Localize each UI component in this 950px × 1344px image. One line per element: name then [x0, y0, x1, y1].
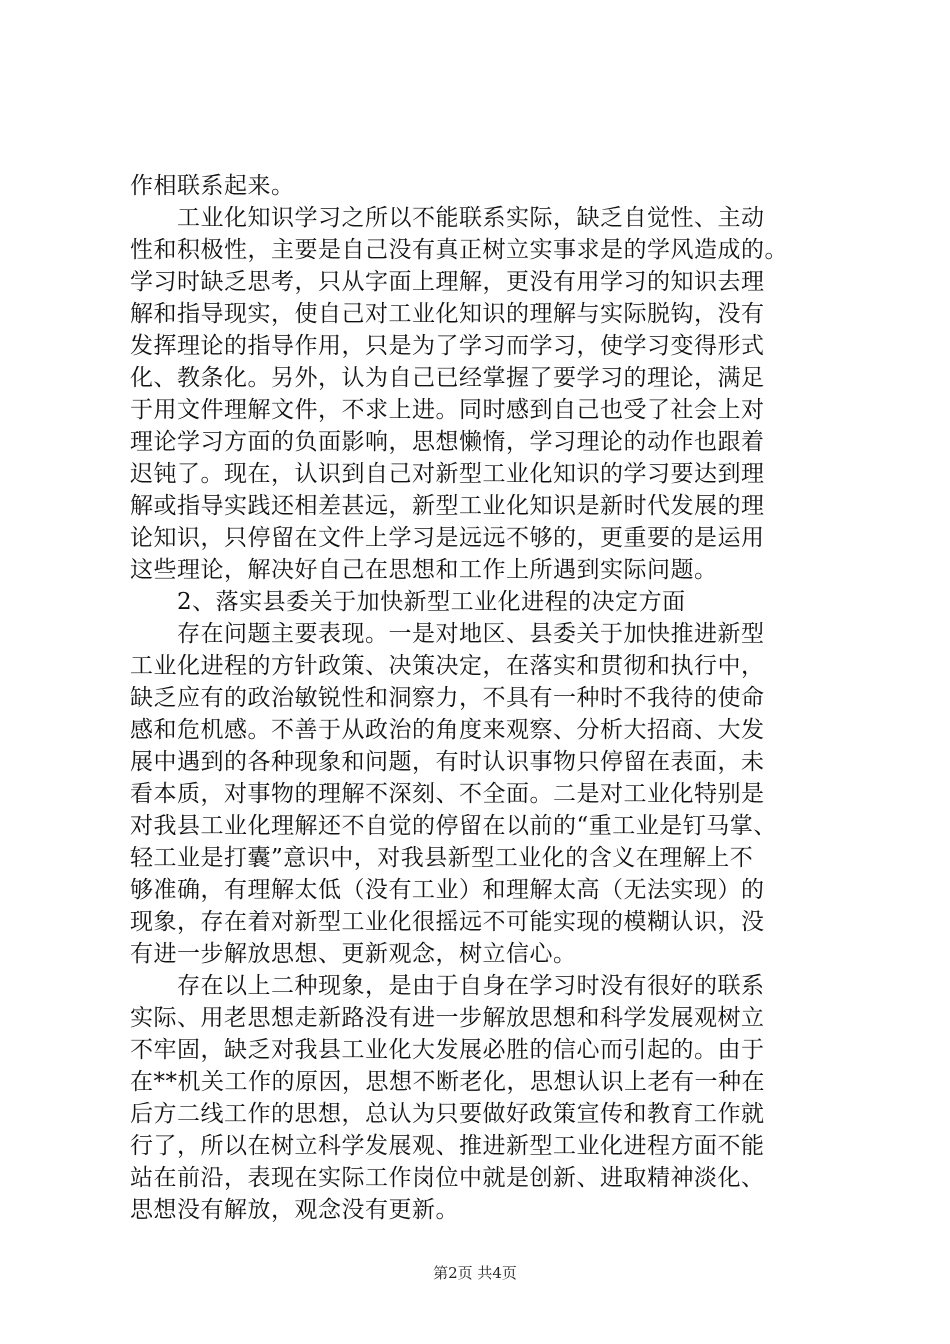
text-line: 性和积极性，主要是自己没有真正树立实事求是的学风造成的。	[130, 237, 788, 263]
text-line: 化、教条化。另外，认为自己已经掌握了要学习的理论，满足	[130, 365, 765, 391]
text-line: 实际、用老思想走新路没有进一步解放思想和科学发展观树立	[130, 1005, 765, 1031]
text-line: 站在前沿，表现在实际工作岗位中就是创新、进取精神淡化、	[130, 1165, 765, 1191]
body-text	[130, 170, 840, 1226]
text-line: 迟钝了。现在，认识到自己对新型工业化知识的学习要达到理	[130, 461, 765, 487]
text-line: 发挥理论的指导作用，只是为了学习而学习，使学习变得形式	[130, 333, 765, 359]
text-line: 有进一步解放思想、更新观念，树立信心。	[130, 941, 577, 967]
text-line: 存在问题主要表现。一是对地区、县委关于加快推进新型	[130, 621, 765, 647]
text-line: 够准确，有理解太低（没有工业）和理解太高（无法实现）的	[130, 877, 765, 903]
text-line: 在**机关工作的原因，思想不断老化，思想认识上老有一种在	[130, 1069, 765, 1095]
text-line: 学习时缺乏思考，只从字面上理解，更没有用学习的知识去理	[130, 269, 765, 295]
section-heading: 2、落实县委关于加快新型工业化进程的决定方面	[130, 589, 686, 615]
page-number-footer: 第2页 共4页	[433, 1264, 517, 1282]
text-line: 这些理论，解决好自己在思想和工作上所遇到实际问题。	[130, 557, 718, 583]
text-line: 于用文件理解文件，不求上进。同时感到自己也受了社会上对	[130, 397, 765, 423]
text-line: 轻工业是打囊”意识中，对我县新型工业化的含义在理解上不	[130, 845, 754, 871]
text-line: 作相联系起来。	[130, 173, 295, 199]
text-line: 行了，所以在树立科学发展观、推进新型工业化进程方面不能	[130, 1133, 765, 1159]
text-line: 对我县工业化理解还不自觉的停留在以前的“重工业是钉马掌、	[130, 813, 777, 839]
text-line: 工业化知识学习之所以不能联系实际，缺乏自觉性、主动	[130, 205, 765, 231]
text-line: 存在以上二种现象，是由于自身在学习时没有很好的联系	[130, 973, 765, 999]
text-line: 看本质，对事物的理解不深刻、不全面。二是对工业化特别是	[130, 781, 765, 807]
text-line: 思想没有解放，观念没有更新。	[130, 1197, 459, 1223]
text-line: 解和指导现实，使自己对工业化知识的理解与实际脱钩，没有	[130, 301, 765, 327]
text-line: 感和危机感。不善于从政治的角度来观察、分析大招商、大发	[130, 717, 765, 743]
text-line: 展中遇到的各种现象和问题，有时认识事物只停留在表面，未	[130, 749, 765, 775]
text-line: 缺乏应有的政治敏锐性和洞察力，不具有一种时不我待的使命	[130, 685, 765, 711]
text-line: 现象，存在着对新型工业化很摇远不可能实现的模糊认识，没	[130, 909, 765, 935]
text-line: 论知识，只停留在文件上学习是远远不够的，更重要的是运用	[130, 525, 765, 551]
text-line: 不牢固，缺乏对我县工业化大发展必胜的信心而引起的。由于	[130, 1037, 765, 1063]
text-line: 后方二线工作的思想，总认为只要做好政策宣传和教育工作就	[130, 1101, 765, 1127]
text-line: 解或指导实践还相差甚远，新型工业化知识是新时代发展的理	[130, 493, 765, 519]
text-line: 理论学习方面的负面影响，思想懒惰，学习理论的动作也跟着	[130, 429, 765, 455]
text-line: 工业化进程的方针政策、决策决定，在落实和贯彻和执行中，	[130, 653, 765, 679]
